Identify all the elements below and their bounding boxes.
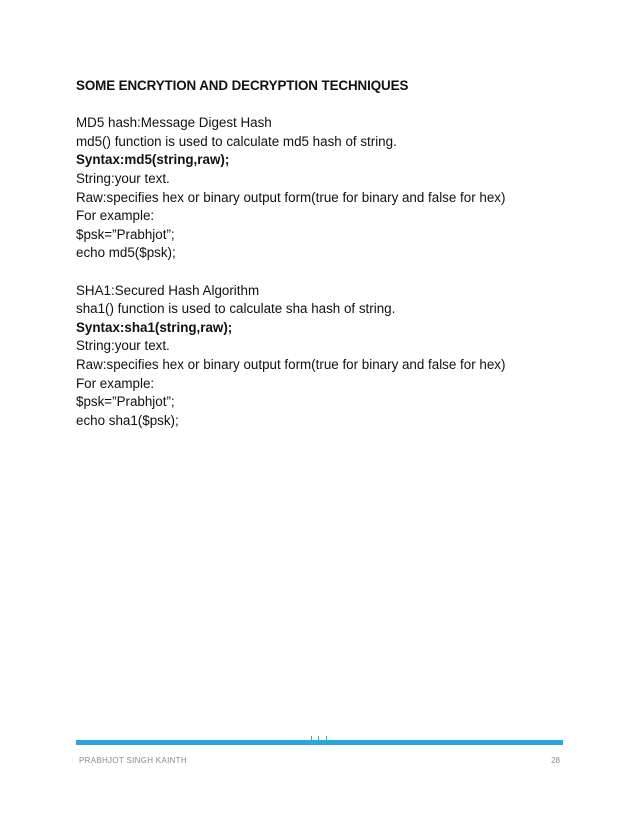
document-content: [76, 77, 566, 430]
sha1-example-label: For example:: [76, 375, 155, 391]
sha1-string-param: String:your text.: [76, 338, 170, 354]
footer-author: PRABHJOT SINGH KAINTH: [79, 756, 187, 765]
md5-heading: MD5 hash:Message Digest Hash: [76, 115, 272, 131]
md5-example-line-2: echo md5($psk);: [76, 245, 176, 261]
sha1-syntax: Syntax:sha1(string,raw);: [76, 319, 233, 335]
section-gap: [76, 263, 566, 282]
md5-description: md5() function is used to calculate md5 hash of string.: [76, 133, 397, 149]
sha1-description: sha1() function is used to calculate sha hash of string.: [76, 301, 396, 317]
md5-string-param: String:your text.: [76, 170, 170, 186]
md5-example-label: For example:: [76, 208, 155, 224]
footer-page-number: 28: [551, 756, 560, 765]
sha1-heading: SHA1:Secured Hash Algorithm: [76, 282, 260, 298]
page-title: SOME ENCRYTION AND DECRYPTION TECHNIQUES: [76, 78, 409, 93]
sha1-example-line-2: echo sha1($psk);: [76, 412, 179, 428]
md5-raw-param: Raw:specifies hex or binary output form(true for binary and false for hex): [76, 189, 506, 205]
md5-syntax: Syntax:md5(string,raw);: [76, 152, 230, 168]
footer-rule: [76, 740, 563, 745]
sha1-raw-param: Raw:specifies hex or binary output form(true for binary and false for hex): [76, 356, 506, 372]
md5-example-line-1: $psk=”Prabhjot”;: [76, 226, 175, 242]
sha1-example-line-1: $psk=”Prabhjot”;: [76, 394, 175, 410]
